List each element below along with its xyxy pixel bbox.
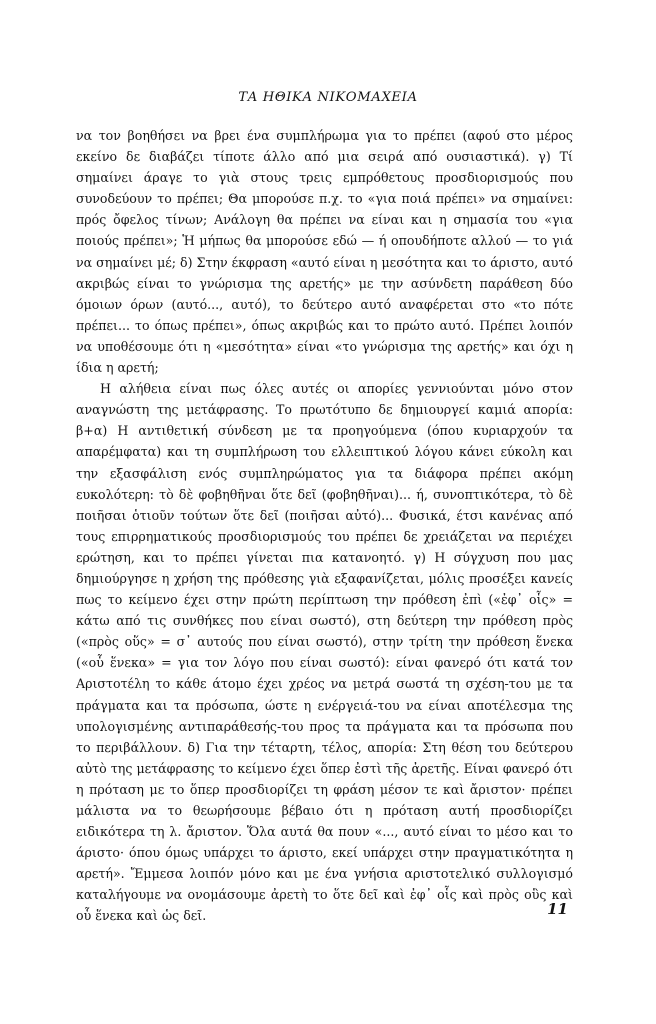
running-head: ΤΑ ΗΘΙΚΑ ΝΙΚΟΜΑΧΕΙΑ (238, 90, 418, 105)
paragraph-1: να τον βοηθήσει να βρει ένα συμπλήρωμα για το πρέπει (αφού στο μέρος εκείνο δε διαβάζει τίποτε άλλο από μια σειρά από ουσιαστικά). γ) Τί σημαίνει άραγε το γιὰ στους τρεις εμπρόθετους προσδιορισμούς που συνοδεύουν το πρέπει; Θα μπορούσε π.χ. το «για ποιά πρέπει» να σημαίνει: πρός ὄφελος τίνων; Ανάλογη θα πρέπει να είναι και η σημασία του «για ποιούς πρέπει»; Ἡ μήπως θα μπορούσε εδώ — ή οπουδήποτε αλλού — το γιά να σημαίνει μέ; δ) Στην έκφραση «αυτό είναι η μεσότητα και το άριστο, αυτό ακριβώς είναι το γνώρισμα της αρετής» με την ασύνδετη παράθεση δύο όμοιων όρων (αυτό..., αυτό), το δεύτερο αυτό αναφέρεται στο «το πότε πρέπει... το όπως πρέπει», όπως ακριβώς και το πρώτο αυτό. Πρέπει λοιπόν να υποθέσουμε ότι η «μεσότητα» είναι «το γνώρισμα της αρετής» και όχι η ίδια η αρετή; (76, 128, 573, 376)
page-number: 11 (547, 900, 568, 918)
body-text (76, 125, 573, 927)
paragraph-2: Η αλήθεια είναι πως όλες αυτές οι απορίες γεννιούνται μόνο στον αναγνώστη της μετάφρασης. Το πρωτότυπο δε δημιουργεί καμιά απορία: β+α) Η αντιθετική σύνδεση με τα προηγούμενα (όπου κυριαρχούν τα απαρέμφατα) και τη συμπλήρωση του ελλειπτικού λόγου κάνει εύκολη και την εξασφάλιση ενός συμπληρώματος για τα διάφορα πρέπει ακόμη ευκολότερη: τὸ δὲ φοβηθῆναι ὅτε δεῖ (φοβηθῆναι)... ή, συνοπτικότερα, τὸ δὲ ποιῆσαι ὁτιοῦν τούτων ὅτε δεῖ (ποιῆσαι αὐτό)... Φυσικά, έτσι κανένας από τους επιρρηματικούς προσδιορισμούς του πρέπει δε χρειάζεται να περιέχει ερώτηση, και το πρέπει γίνεται πια κατανοητό. γ) Η σύγχυση που μας δημιούργησε η χρήση της πρόθεσης γιὰ εξαφανίζεται, μόλις προσέξει κανείς πως το κείμενο έχει στην πρώτη περίπτωση την πρόθεση ἐπὶ («ἐφ᾽ οἷς» = κάτω από τις συνθήκες που είναι σωστό), στη δεύτερη την πρόθεση πρὸς («πρὸς οὕς» = σ᾽ αυτούς που είναι σωστό), στην τρίτη την πρόθεση ἕνεκα («οὗ ἕνεκα» = για τον λόγο που είναι σωστό): είναι φανερό ότι κατά τον Αριστοτέλη το κάθε άτομο έχει χρέος να μετρά σωστά τη σχέση-του με τα πράγματα και τα πρόσωπα, ώστε η ενέργειά-του να είναι αποτέλεσμα της υπολογισμένης αντιπαράθεσής-του προς τα πράγματα και τα πρόσωπα που το περιβάλλουν. δ) Για την τέταρτη, τέλος, απορία: Στη θέση του δεύτερου αὐτὸ της μετάφρασης το κείμενο έχει ὅπερ ἐστὶ τῆς ἀρετῆς. Είναι φανερό ότι η πρόταση με το ὅπερ προσδιορίζει τη φράση μέσον τε καὶ ἄριστον· πρέπει μάλιστα να το θεωρήσουμε βέβαιο ότι η πρόταση αυτή προσδιορίζει ειδικότερα τη λ. ἄριστον. Ὅλα αυτά θα πουν «..., αυτό είναι το μέσο και το άριστο· όπου όμως υπάρχει το άριστο, εκεί υπάρχει στην πραγματικότητα η αρετή». Ἔμμεσα λοιπόν μόνο και με ένα γνήσια αριστοτελικό συλλογισμό καταλήγουμε να ονομάσουμε ἀρετὴ το ὅτε δεῖ καὶ ἐφ᾽ οἷς καὶ πρὸς οὓς καὶ οὗ ἕνεκα καὶ ὡς δεῖ. (76, 381, 573, 924)
